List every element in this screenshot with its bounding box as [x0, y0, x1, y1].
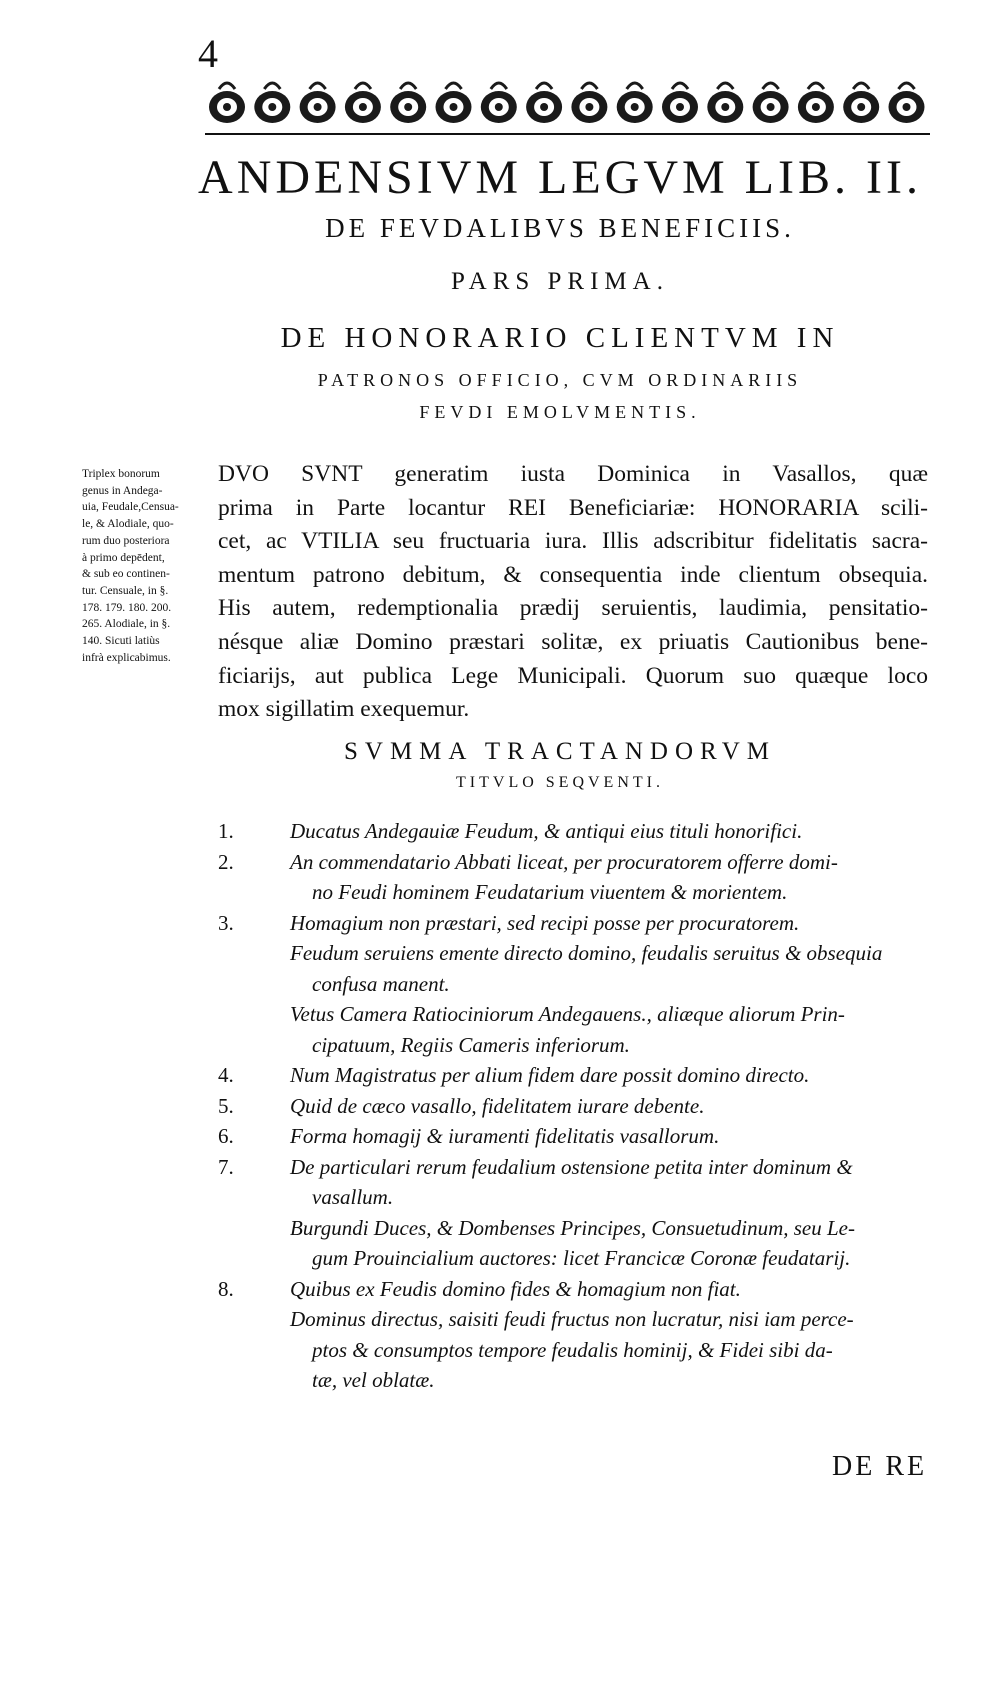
summary-item [218, 1213, 938, 1274]
book-subtitle: DE FEVDALIBVS BENEFICIIS. [325, 213, 795, 243]
summary-item-text [290, 1213, 938, 1274]
summary-item-number: 7. [218, 1154, 234, 1179]
summary-item-number: 3. [218, 910, 234, 935]
body-line: mox sigillatim exequemur. [218, 696, 470, 723]
book-title: ANDENSIVM LEGVM LIB. II. [198, 151, 922, 204]
margin-note-line: 178. 179. 180. 200. [82, 601, 172, 614]
body-line: nésque aliæ Domino præstari solitæ, ex priuatis Cautionibus bene- [218, 628, 928, 655]
summary-item-line: vasallum. [312, 1185, 394, 1209]
summary-item-line: Dominus directus, saisiti feudi fructus non lucratur, nisi iam perce- [290, 1307, 854, 1331]
summary-item-line: Burgundi Duces, & Dombenses Principes, Consuetudinum, seu Le- [290, 1215, 855, 1240]
summary-item-text [290, 1274, 938, 1305]
margin-note-line: & sub eo continen- [82, 568, 170, 581]
body-line: mentum patrono debitum, & consequentia inde clientum obsequia. [218, 561, 928, 588]
summary-item-text [290, 1152, 938, 1213]
summary-item-line: An commendatario Abbati liceat, per procuratorem offerre domi- [290, 849, 838, 874]
summary-item [218, 1152, 938, 1213]
summary-item [218, 847, 938, 908]
summary-item [218, 1304, 938, 1396]
summary-item-text [290, 1091, 938, 1122]
summary-item-line: Vetus Camera Ratiociniorum Andegauens., aliæque aliorum Prin- [290, 1002, 845, 1026]
summary-item [218, 1060, 938, 1091]
header-rule [205, 133, 930, 135]
summary-item-line: gum Prouincialium auctores: licet Francicæ Coronæ feudatarij. [312, 1246, 851, 1270]
margin-note-line: uia, Feudale,Censua- [82, 501, 179, 514]
summary-item-line: tæ, vel oblatæ. [312, 1368, 435, 1392]
ornamental-headpiece [205, 77, 930, 131]
summary-item [218, 938, 938, 999]
summary-item [218, 999, 938, 1060]
body-line: ficiarijs, aut publica Lege Municipali. Quorum suo quæque loco [218, 662, 928, 689]
margin-note-line: 140. Sicuti latiùs [82, 635, 160, 648]
summary-item-line: Feudum seruiens emente directo domino, feudalis seruitus & obsequia [290, 941, 883, 965]
section-title: DE HONORARIO CLIENTVM IN [280, 322, 840, 354]
summary-item [218, 816, 938, 847]
summary-item-line: Quibus ex Feudis domino fides & homagium non fiat. [290, 1276, 741, 1301]
margin-note-line: 265. Alodiale, in §. [82, 618, 171, 631]
summary-item-text [290, 847, 938, 908]
summary-item-text [290, 1304, 938, 1396]
margin-note-line: le, & Alodiale, quo- [82, 518, 174, 531]
summary-item-number: 8. [218, 1276, 234, 1301]
summary-item [218, 1091, 938, 1122]
summa-subheading: TITVLO SEQVENTI. [456, 774, 664, 791]
page-number: 4 [198, 31, 218, 76]
margin-note-line: à primo depēdent, [82, 551, 165, 564]
margin-note-line: rum duo posteriora [82, 534, 170, 547]
summary-item-line: Homagium non præstari, sed recipi posse per procuratorem. [290, 910, 800, 935]
summary-item [218, 1121, 938, 1152]
summa-heading: SVMMA TRACTANDORVM [343, 738, 776, 765]
margin-note [82, 466, 220, 666]
summary-item-text [290, 999, 938, 1060]
summary-item-line: Quid de cæco vasallo, fidelitatem iurare debente. [290, 1093, 705, 1118]
summary-item-line: confusa manent. [312, 971, 450, 996]
summary-item-number: 5. [218, 1093, 234, 1118]
summary-item-line: Ducatus Andegauiæ Feudum, & antiqui eius tituli honorifici. [290, 819, 803, 843]
summary-item-text [290, 1121, 938, 1152]
part-heading: PARS PRIMA. [451, 268, 669, 295]
summary-item-text [290, 816, 938, 847]
summary-item-number: 1. [218, 819, 234, 843]
body-line: DVO SVNT generatim iusta Dominica in Vasallos, quæ [218, 461, 928, 487]
summary-item-number: 6. [218, 1124, 234, 1148]
margin-note-line: Triplex bonorum [82, 468, 160, 480]
summary-item-line: no Feudi hominem Feudatarium viuentem & morientem. [312, 880, 788, 904]
body-line: prima in Parte locantur REI Beneficiariæ: HONORARIA scili- [218, 494, 928, 521]
summary-item-line: Num Magistratus per alium fidem dare possit domino directo. [290, 1063, 810, 1087]
margin-note-line: genus in Andega- [82, 484, 163, 497]
summary-item-text [290, 908, 938, 939]
section-title-line-3: FEVDI EMOLVMENTIS. [419, 402, 701, 422]
catchword: DE RE [832, 1451, 928, 1482]
summary-item-text [290, 938, 938, 999]
summary-item [218, 1274, 938, 1305]
body-paragraph [218, 458, 928, 727]
summary-item-number: 2. [218, 849, 234, 874]
summary-item [218, 908, 938, 939]
margin-note-line: tur. Censuale, in §. [82, 584, 169, 597]
body-line: His autem, redemptionalia prædij seruientis, laudimia, pensitatio- [218, 595, 928, 622]
summary-item-line: cipatuum, Regiis Cameris inferiorum. [312, 1032, 630, 1057]
section-title-line-2: PATRONOS OFFICIO, CVM ORDINARIIS [317, 370, 803, 390]
summary-item-number: 4. [218, 1063, 234, 1087]
summary-list [218, 816, 938, 1396]
summary-item-text [290, 1060, 938, 1091]
summary-item-line: De particulari rerum feudalium ostensione petita inter dominum & [290, 1154, 853, 1179]
summary-item-line: ptos & consumptos tempore feudalis hominij, & Fidei sibi da- [312, 1337, 833, 1362]
summary-item-line: Forma homagij & iuramenti fidelitatis vasallorum. [290, 1124, 720, 1148]
margin-note-line: infrà explicabimus. [82, 651, 171, 664]
body-line: cet, ac VTILIA seu fructuaria iura. Illis adscribitur fidelitatis sacra- [218, 528, 928, 555]
